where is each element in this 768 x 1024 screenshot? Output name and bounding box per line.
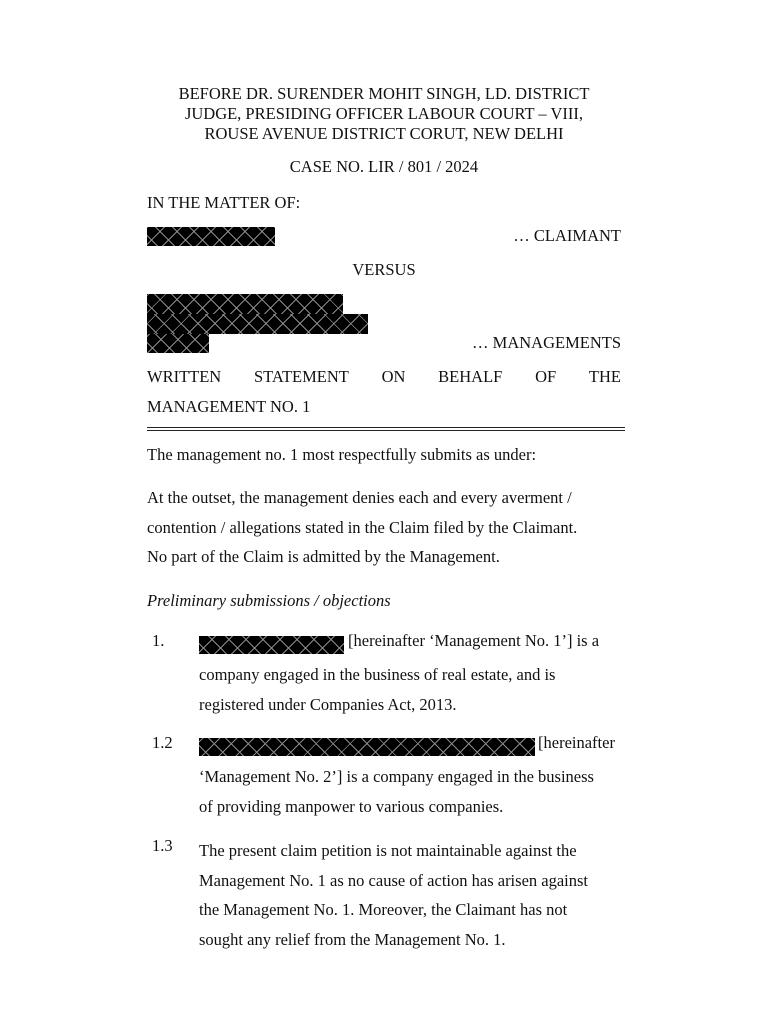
list-item (199, 762, 623, 821)
court-heading-line: JUDGE, PRESIDING OFFICER LABOUR COURT – VIII, (184, 104, 584, 123)
court-heading-line: BEFORE DR. SURENDER MOHIT SINGH, LD. DISTRICT (178, 84, 590, 103)
redacted-management-2-name (199, 738, 535, 756)
paragraph-line: company engaged in the business of real estate, and is (199, 665, 556, 684)
item-number: 1. (152, 631, 165, 650)
redacted-management-1-name (199, 636, 344, 654)
outset-paragraph (147, 483, 625, 572)
paragraph-line: No part of the Claim is admitted by the Management. (147, 547, 500, 566)
title-word: STATEMENT (253, 367, 349, 386)
item-number: 1.2 (152, 733, 173, 752)
in-the-matter-label: IN THE MATTER OF: (147, 193, 301, 212)
title-word: WRITTEN (147, 367, 222, 386)
claimant-label: … CLAIMANT (513, 226, 621, 245)
written-statement-title-line2: MANAGEMENT NO. 1 (147, 397, 311, 416)
paragraph-line: The present claim petition is not maintainable against the (199, 841, 577, 860)
list-item (199, 660, 623, 719)
redacted-management-name-line3 (147, 334, 209, 353)
preliminary-heading: Preliminary submissions / objections (147, 591, 391, 610)
paragraph-line: sought any relief from the Management No. 1. (199, 929, 506, 949)
versus-label: VERSUS (352, 260, 416, 279)
paragraph-line: registered under Companies Act, 2013. (199, 694, 457, 714)
paragraph-line: contention / allegations stated in the Claim filed by the Claimant. (147, 517, 578, 537)
redacted-management-name-line1 (147, 294, 343, 314)
managements-label: … MANAGEMENTS (472, 333, 621, 352)
list-item (199, 836, 623, 954)
double-rule-bottom (147, 430, 625, 431)
court-heading (0, 84, 768, 144)
double-rule-top (147, 427, 625, 428)
court-heading-line: ROUSE AVENUE DISTRICT CORUT, NEW DELHI (204, 124, 564, 143)
title-word: OF (535, 367, 557, 386)
title-word: THE (588, 367, 621, 386)
written-statement-title (147, 367, 621, 387)
case-number: CASE NO. LIR / 801 / 2024 (289, 157, 479, 176)
redacted-management-name-line2 (147, 314, 368, 334)
redacted-claimant-name (147, 227, 275, 246)
title-word: BEHALF (438, 367, 503, 386)
paragraph-line: the Management No. 1. Moreover, the Claimant has not (199, 900, 568, 919)
item-first-line-tail: [hereinafter (538, 733, 615, 752)
paragraph-line: of providing manpower to various companies. (199, 796, 504, 816)
paragraph-line: Management No. 1 as no cause of action has arisen against (199, 870, 588, 890)
title-word: ON (381, 367, 406, 386)
item-first-line-tail: [hereinafter ‘Management No. 1’] is a (348, 631, 600, 650)
intro-paragraph: The management no. 1 most respectfully submits as under: (147, 445, 537, 464)
paragraph-line: ‘Management No. 2’] is a company engaged in the business (199, 767, 594, 786)
paragraph-line: At the outset, the management denies each and every averment / (147, 488, 572, 507)
item-number: 1.3 (152, 836, 173, 855)
